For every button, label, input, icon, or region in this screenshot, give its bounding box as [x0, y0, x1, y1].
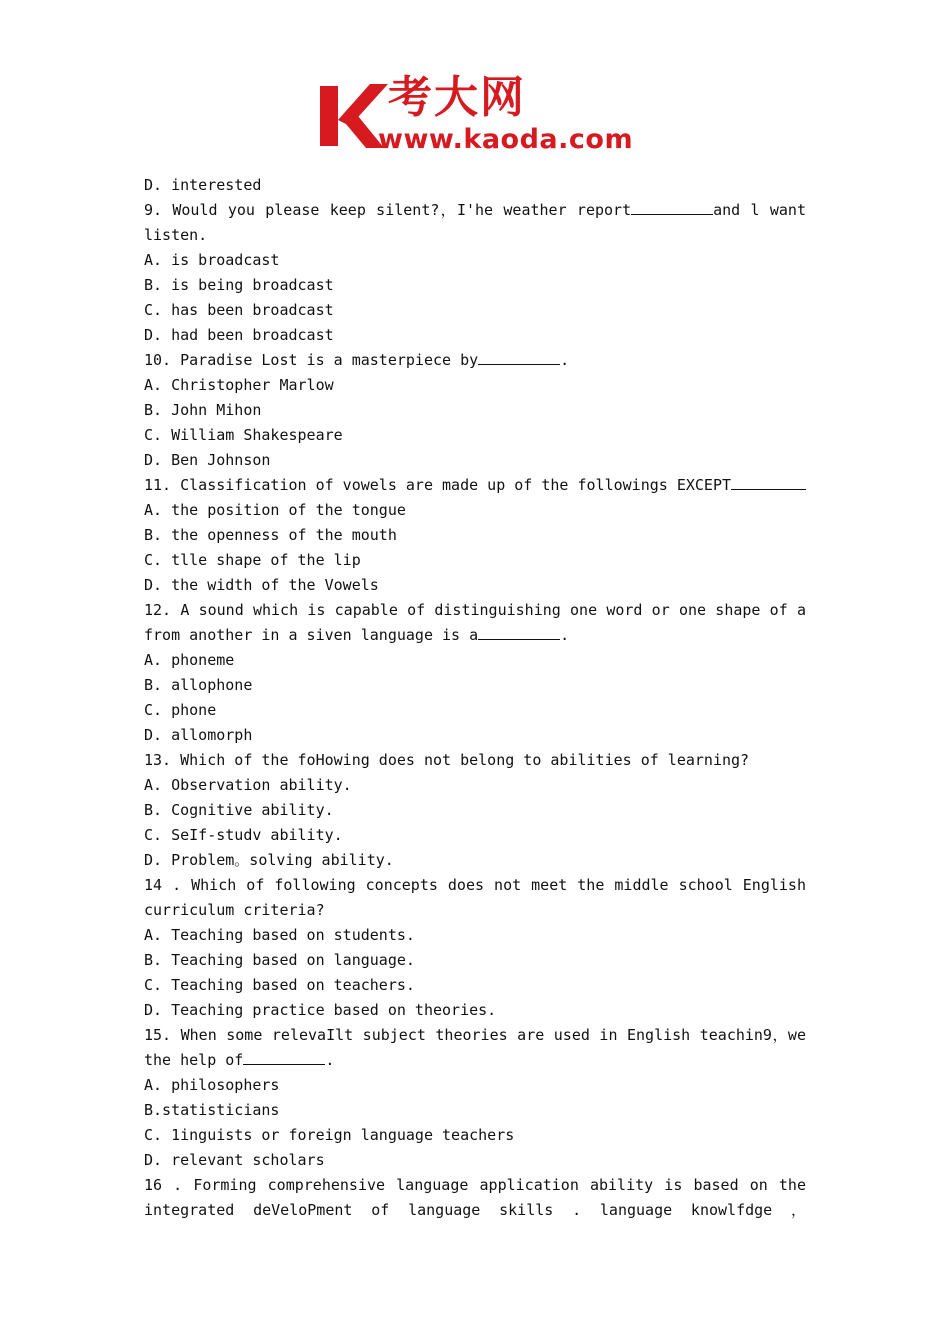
logo-chinese-text: 考大网: [388, 72, 526, 123]
q9-stem-line-2: listen.: [144, 226, 208, 244]
q10-option-c: C. William Shakespeare: [144, 426, 343, 444]
q12-option-b: B. allophone: [144, 676, 253, 694]
q15-option-d: D. relevant scholars: [144, 1151, 325, 1169]
q13-option-a: A. Observation ability.: [144, 776, 352, 794]
q13-option-d: D. Problem。solving ability.: [144, 851, 394, 869]
q9-option-d: D. had been broadcast: [144, 326, 334, 344]
q9-stem-line-1: [144, 198, 806, 223]
q12-blank: [478, 625, 560, 640]
q9-blank: [631, 200, 713, 215]
q15-stem-end: .: [325, 1051, 335, 1069]
q10-stem: [144, 348, 806, 373]
q12-option-c: C. phone: [144, 701, 217, 719]
q11-option-d: D. the width of the Vowels: [144, 576, 379, 594]
q15-stem-line-2: [144, 1048, 806, 1073]
logo-url-text: www.kaoda.com: [378, 124, 634, 155]
q9-option-c: C. has been broadcast: [144, 301, 334, 319]
q11-stem-text: 11. Classification of vowels are made up of the followings EXCEPT: [144, 476, 731, 494]
q13-stem: 13. Which of the foHowing does not belong to abilities of learning?: [144, 751, 750, 769]
q14-option-d: D. Teaching practice based on theories.: [144, 1001, 497, 1019]
q12-stem-line-2: [144, 623, 806, 648]
q10-stem-end: .: [560, 351, 570, 369]
q8-option-d: D. interested: [144, 176, 262, 194]
question-list: [144, 173, 806, 1223]
q14-stem-line-2: curriculum criteria?: [144, 901, 325, 919]
q15-option-c: C. 1inguists or foreign language teachers: [144, 1126, 515, 1144]
q9-stem-text-end: and l want: [713, 201, 806, 219]
q11-option-c: C. tlle shape of the lip: [144, 551, 361, 569]
q15-stem-text: the help of: [144, 1051, 244, 1069]
q15-stem-line-1: 15. When some relevaIlt subject theories are used in English teachin9，we: [144, 1026, 806, 1044]
q14-option-c: C. Teaching based on teachers.: [144, 976, 415, 994]
q13-option-c: C. SeIf-studv ability.: [144, 826, 343, 844]
q15-option-b: B.statisticians: [144, 1101, 280, 1119]
q12-option-a: A. phoneme: [144, 651, 235, 669]
q9-option-a: A. is broadcast: [144, 251, 280, 269]
q11-option-a: A. the position of the tongue: [144, 501, 406, 519]
q12-stem-text: from another in a siven language is a: [144, 626, 479, 644]
q9-option-b: B. is being broadcast: [144, 276, 334, 294]
q15-blank: [243, 1050, 325, 1065]
q13-option-b: B. Cognitive ability.: [144, 801, 334, 819]
q11-blank: [731, 475, 806, 490]
q10-stem-text: 10. Paradise Lost is a masterpiece by: [144, 351, 479, 369]
q15-option-a: A. philosophers: [144, 1076, 280, 1094]
q12-stem-line-1: 12. A sound which is capable of distinguishing one word or one shape of a: [144, 601, 806, 619]
q10-option-b: B. John Mihon: [144, 401, 262, 419]
q10-option-d: D. Ben Johnson: [144, 451, 271, 469]
q14-option-a: A. Teaching based on students.: [144, 926, 415, 944]
q16-stem-line-2: integrated deVeloPment of language skills . language knowlfdge ，: [144, 1201, 806, 1219]
q10-blank: [478, 350, 560, 365]
q11-option-b: B. the openness of the mouth: [144, 526, 397, 544]
q16-stem-line-1: 16 . Forming comprehensive language application ability is based on the: [144, 1176, 806, 1194]
q12-option-d: D. allomorph: [144, 726, 253, 744]
q14-option-b: B. Teaching based on language.: [144, 951, 415, 969]
q10-option-a: A. Christopher Marlow: [144, 376, 334, 394]
q12-stem-end: .: [560, 626, 570, 644]
q9-stem-text: 9. Would you please keep silent?，I'he weather report: [144, 201, 632, 219]
q11-stem: [144, 473, 806, 498]
q14-stem-line-1: 14 . Which of following concepts does not meet the middle school English: [144, 876, 806, 894]
kaoda-logo: [318, 72, 638, 160]
